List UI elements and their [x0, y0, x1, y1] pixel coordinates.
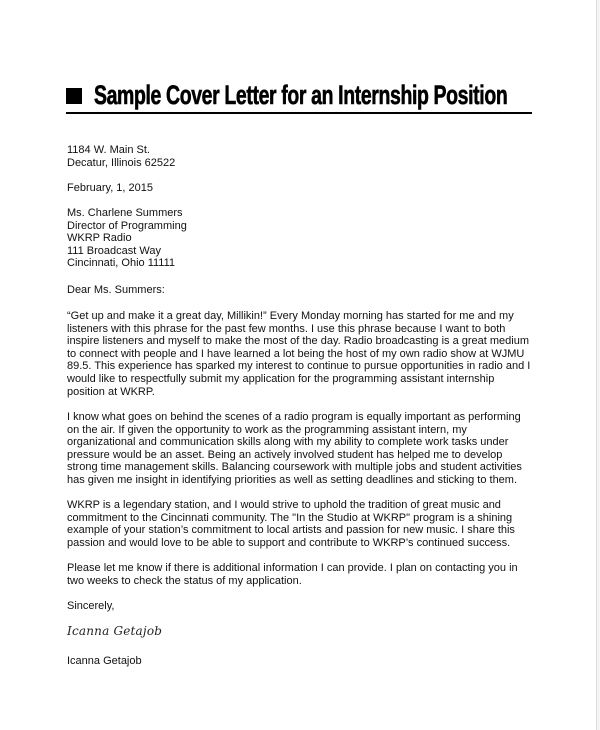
- handwritten-signature: Icanna Getajob: [67, 624, 163, 638]
- address-line: Decatur, Illinois 62522: [67, 156, 176, 169]
- text-line: example of your station’s commitment to local artists and passion for new music. I share this: [67, 524, 515, 537]
- salutation-text: Dear Ms. Summers:: [67, 284, 165, 296]
- recipient-address: [67, 207, 187, 270]
- text-line: listeners with this phrase for the past few months. I use this phrase because I want to both: [67, 322, 506, 335]
- sender-address: [67, 144, 175, 169]
- signer-name-text: Icanna Getajob: [67, 655, 142, 667]
- text-line: WKRP is a legendary station, and I would strive to uphold the tradition of great music and: [67, 499, 501, 511]
- title-text: Sample Cover Letter for an Internship Position: [94, 80, 508, 110]
- bullet-square-icon: [66, 88, 82, 104]
- signer-name: [67, 655, 142, 668]
- text-line: “Get up and make it a great day, Millikin!” Every Monday morning has started for me and my: [67, 310, 514, 322]
- text-line: on the air. If given the opportunity to work as the programming assistant intern, my: [67, 423, 467, 436]
- text-line: 89.5. This experience has sparked my interest to continue to pursue opportunities in radio and I: [67, 360, 531, 373]
- text-line: commitment to the Cincinnati community. The "In the Studio at WKRP" program is a shining: [67, 511, 513, 524]
- text-line: inspire listeners and myself to make the most of the day. Radio broadcasting is a great medium: [67, 335, 530, 348]
- paragraph-3: [67, 499, 515, 549]
- recipient-line: WKRP Radio: [67, 232, 132, 245]
- text-line: organizational and communication skills along with my ability to complete work tasks under: [67, 436, 509, 449]
- recipient-line: Director of Programming: [67, 219, 187, 232]
- text-line: pressure would be an asset. Being an actively involved student has helped me to develop: [67, 448, 503, 461]
- document-title: [66, 80, 508, 111]
- closing-text: Sincerely,: [67, 600, 115, 612]
- paragraph-2: [67, 411, 522, 487]
- letter-date: [67, 182, 153, 195]
- text-line: position at WKRP.: [67, 385, 155, 398]
- text-line: would like to respectfully submit my application for the programming assistant internship: [67, 372, 495, 385]
- paragraph-1: [67, 310, 530, 398]
- text-line: Please let me know if there is additional information I can provide. I plan on contacting you in: [67, 562, 518, 574]
- closing: [67, 600, 114, 613]
- title-divider: [66, 112, 532, 114]
- recipient-line: Ms. Charlene Summers: [67, 207, 183, 219]
- address-line: 1184 W. Main St.: [67, 144, 150, 156]
- text-line: has given me insight in identifying priorities as well as setting deadlines and sticking to them.: [67, 473, 518, 486]
- recipient-line: Cincinnati, Ohio 11111: [67, 257, 176, 270]
- recipient-line: 111 Broadcast Way: [67, 244, 161, 257]
- text-line: two weeks to check the status of my application.: [67, 574, 302, 587]
- text-line: to connect with people and I have learned a lot being the host of my own radio show at WJMU: [67, 347, 525, 360]
- paragraph-4: [67, 562, 518, 587]
- text-line: strong time management skills. Balancing coursework with multiple jobs and student activities: [67, 461, 522, 474]
- salutation: [67, 284, 165, 297]
- text-line: passion and would love to be able to support and contribute to WKRP’s continued success.: [67, 536, 511, 549]
- date-text: February, 1, 2015: [67, 182, 154, 194]
- text-line: I know what goes on behind the scenes of a radio program is equally important as performing: [67, 411, 521, 423]
